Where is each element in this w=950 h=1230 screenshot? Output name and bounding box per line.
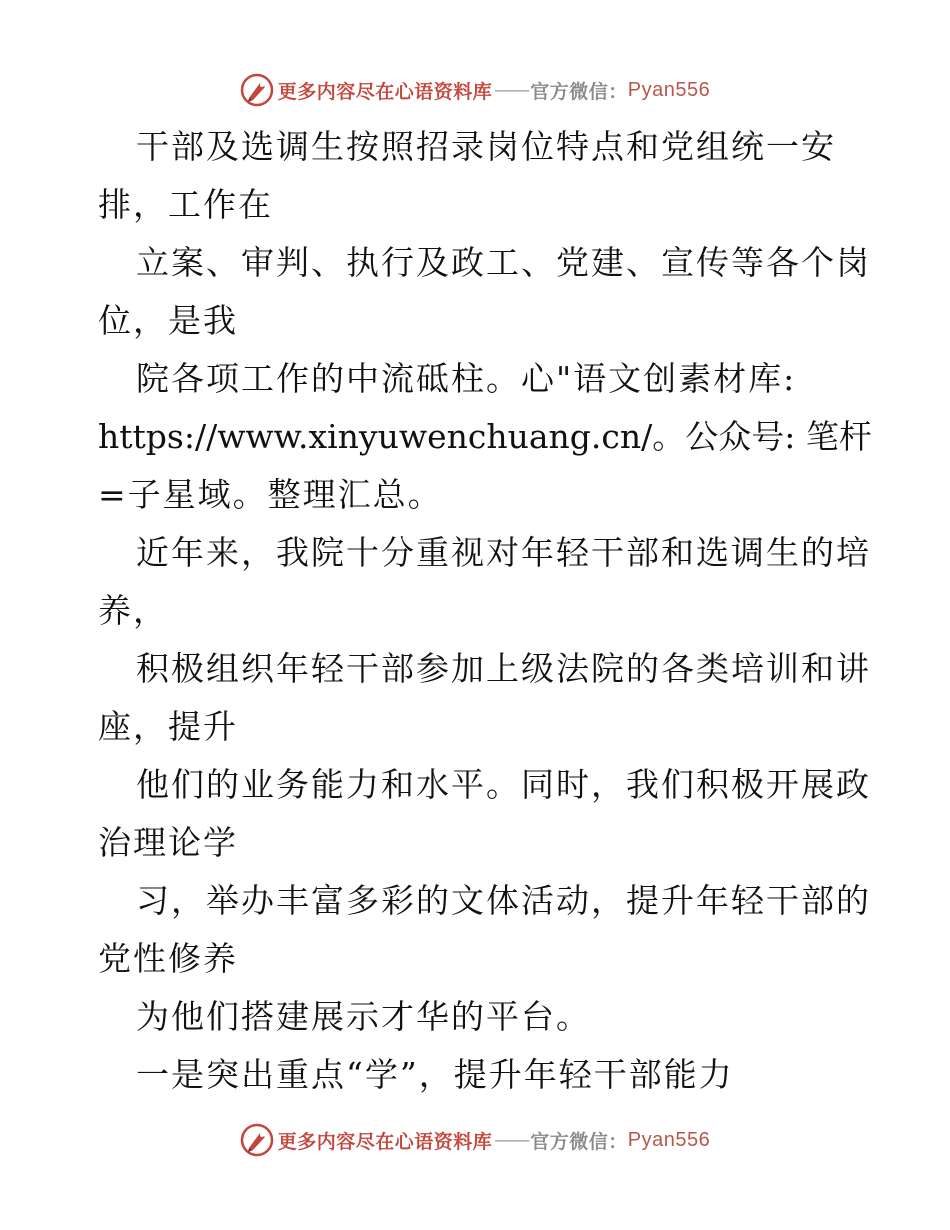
body-line-9: 养，: [98, 591, 168, 630]
pen-nib-logo-icon: [240, 1123, 274, 1157]
body-line-6-url: https://www.xinyuwenchuang.cn/。公众号: 笔杆: [98, 417, 872, 456]
header-watermark-banner: [0, 70, 950, 110]
body-line-12: 他们的业务能力和水平。同时，我们积极开展政: [136, 765, 871, 804]
body-line-14: 习，举办丰富多彩的文体活动，提升年轻干部的: [136, 881, 871, 920]
body-line-7: =子星域。整理汇总。: [98, 475, 443, 514]
body-line-8: 近年来，我院十分重视对年轻干部和选调生的培: [136, 533, 871, 572]
body-line-13: 治理论学: [98, 823, 238, 862]
body-line-17: 一是突出重点“学”，提升年轻干部能力: [136, 1055, 734, 1094]
banner-wechat-id: Pyan556: [627, 1128, 711, 1151]
banner-official-label: 官方微信：: [530, 80, 628, 103]
banner-separator: ——: [494, 1129, 529, 1151]
body-line-3: 立案、审判、执行及政工、党建、宣传等各个岗: [136, 243, 871, 282]
body-line-2: 排，工作在: [98, 185, 273, 224]
banner-separator: ——: [494, 79, 529, 101]
body-line-5: 院各项工作的中流砥柱。心"语文创素材库:: [136, 359, 797, 398]
banner-wechat-id: Pyan556: [627, 78, 711, 101]
banner-site-text: 更多内容尽在心语资料库: [277, 1130, 493, 1153]
body-line-11: 座，提升: [98, 707, 238, 746]
document-body: [98, 118, 872, 1104]
body-line-10: 积极组织年轻干部参加上级法院的各类培训和讲: [136, 649, 871, 688]
footer-watermark-banner: [0, 1120, 950, 1160]
pen-nib-logo-icon: [240, 73, 274, 107]
body-line-1: 干部及选调生按照招录岗位特点和党组统一安: [136, 127, 836, 166]
banner-site-text: 更多内容尽在心语资料库: [277, 80, 493, 103]
body-line-16: 为他们搭建展示才华的平台。: [136, 997, 591, 1036]
banner-official-label: 官方微信：: [530, 1130, 628, 1153]
body-line-15: 党性修养: [98, 939, 238, 978]
body-line-4: 位，是我: [98, 301, 238, 340]
